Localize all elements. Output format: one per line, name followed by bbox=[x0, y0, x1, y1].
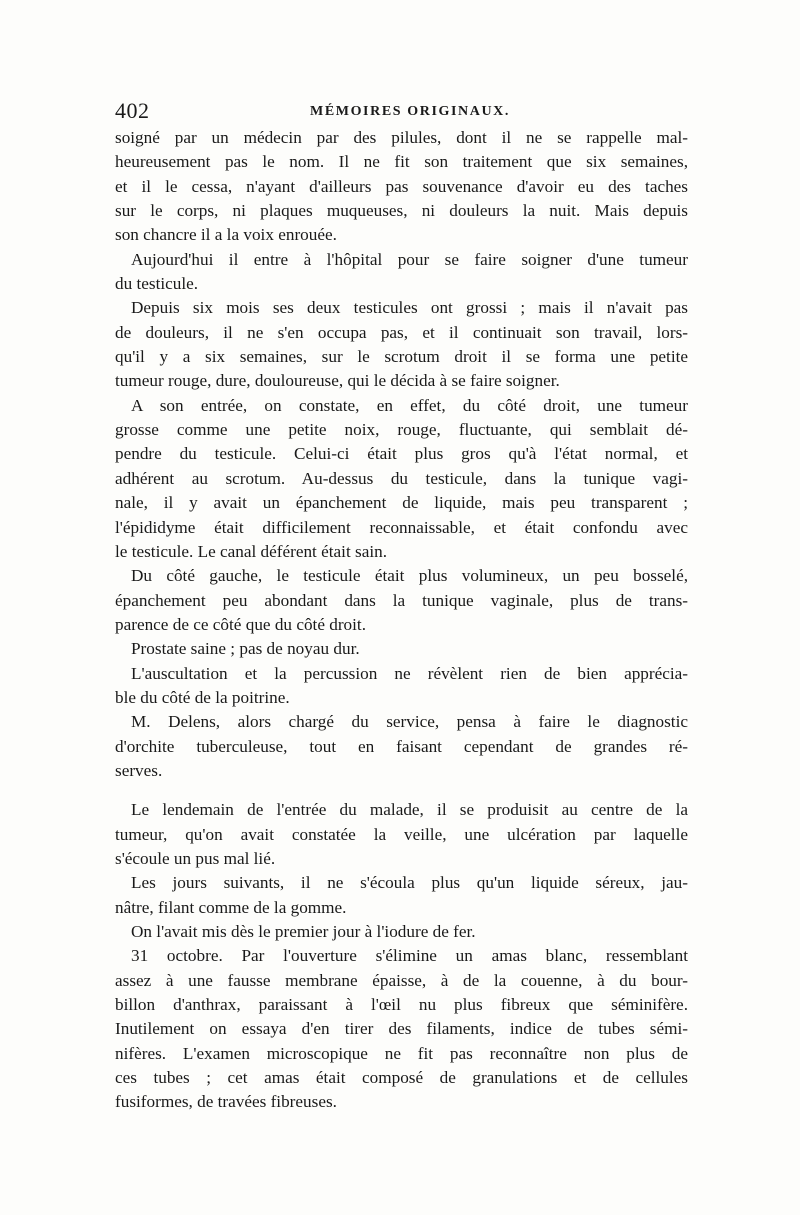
body-text bbox=[115, 126, 688, 1115]
paragraph bbox=[115, 126, 688, 248]
text-line: Le lendemain de l'entrée du malade, il se produisit au centre de la bbox=[131, 800, 688, 820]
text-line: Aujourd'hui il entre à l'hôpital pour se faire soigner d'une tumeur bbox=[131, 249, 688, 269]
page-header bbox=[115, 98, 690, 126]
text-line: fusiformes, de travées fibreuses. bbox=[115, 1092, 337, 1112]
page-number: 402 bbox=[115, 98, 150, 123]
text-line: d'orchite tuberculeuse, tout en faisant cependant de grandes ré- bbox=[115, 736, 688, 756]
text-line: A son entrée, on constate, en effet, du côté droit, une tumeur bbox=[131, 395, 688, 415]
text-line: ces tubes ; cet amas était composé de granulations et de cellules bbox=[115, 1068, 688, 1088]
text-line: de douleurs, il ne s'en occupa pas, et il continuait son travail, lors- bbox=[115, 322, 688, 342]
text-line: Prostate saine ; pas de noyau dur. bbox=[131, 639, 360, 659]
paragraph bbox=[115, 944, 688, 1114]
paragraph bbox=[115, 248, 688, 297]
text-line: Du côté gauche, le testicule était plus volumineux, un peu bosselé, bbox=[131, 566, 688, 586]
text-line: Depuis six mois ses deux testicules ont grossi ; mais il n'avait pas bbox=[131, 298, 688, 318]
paragraph bbox=[115, 920, 688, 944]
text-line: On l'avait mis dès le premier jour à l'iodure de fer. bbox=[131, 922, 476, 941]
text-line: soigné par un médecin par des pilules, dont il ne se rappelle mal- bbox=[115, 128, 688, 147]
paragraph bbox=[115, 871, 688, 920]
paragraph bbox=[115, 662, 688, 711]
text-line: Inutilement on essaya d'en tirer des filaments, indice de tubes sémi- bbox=[115, 1019, 688, 1039]
text-line: pendre du testicule. Celui-ci était plus gros qu'à l'état normal, et bbox=[115, 444, 688, 464]
text-line: assez à une fausse membrane épaisse, à de la couenne, à du bour- bbox=[115, 970, 688, 990]
paragraph bbox=[115, 710, 688, 783]
text-line: et il le cessa, n'ayant d'ailleurs pas souvenance d'avoir eu des taches bbox=[115, 176, 688, 196]
paragraph bbox=[115, 798, 688, 871]
text-line: qu'il y a six semaines, sur le scrotum droit il se forma une petite bbox=[115, 347, 688, 367]
text-line: l'épididyme était difficilement reconnaissable, et était confondu avec bbox=[115, 517, 688, 537]
paragraph bbox=[115, 564, 688, 637]
paragraph bbox=[115, 296, 688, 393]
text-line: 31 octobre. Par l'ouverture s'élimine un amas blanc, ressemblant bbox=[131, 946, 688, 966]
text-line: nâtre, filant comme de la gomme. bbox=[115, 897, 347, 917]
text-line: tumeur, qu'on avait constatée la veille, une ulcération par laquelle bbox=[115, 824, 688, 844]
text-line: s'écoule un pus mal lié. bbox=[115, 848, 276, 868]
text-line: le testicule. Le canal déférent était sain. bbox=[115, 541, 387, 561]
text-line: adhérent au scrotum. Au-dessus du testicule, dans la tunique vagi- bbox=[115, 468, 688, 488]
paragraph bbox=[115, 394, 688, 564]
text-line: serves. bbox=[115, 760, 163, 780]
text-line: nifères. L'examen microscopique ne fit pas reconnaître non plus de bbox=[115, 1043, 688, 1063]
text-line: Les jours suivants, il ne s'écoula plus qu'un liquide séreux, jau- bbox=[131, 873, 688, 893]
paragraph bbox=[115, 637, 688, 661]
text-line: ble du côté de la poitrine. bbox=[115, 687, 290, 707]
text-line: épanchement peu abondant dans la tunique vaginale, plus de trans- bbox=[115, 590, 688, 610]
text-line: tumeur rouge, dure, douloureuse, qui le décida à se faire soigner. bbox=[115, 371, 560, 391]
text-line: billon d'anthrax, paraissant à l'œil nu plus fibreux que séminifère. bbox=[115, 995, 688, 1015]
text-line: M. Delens, alors chargé du service, pensa à faire le diagnostic bbox=[131, 712, 688, 732]
text-line: sur le corps, ni plaques muqueuses, ni douleurs la nuit. Mais depuis bbox=[115, 201, 688, 221]
running-title: MÉMOIRES ORIGINAUX. bbox=[310, 104, 510, 119]
paragraph-gap bbox=[115, 783, 688, 798]
text-line: heureusement pas le nom. Il ne fit son traitement que six semaines, bbox=[115, 152, 688, 172]
text-line: parence de ce côté que du côté droit. bbox=[115, 614, 366, 634]
text-line: son chancre il a la voix enrouée. bbox=[115, 225, 337, 245]
text-line: L'auscultation et la percussion ne révèlent rien de bien apprécia- bbox=[131, 663, 688, 683]
text-line: grosse comme une petite noix, rouge, fluctuante, qui semblait dé- bbox=[115, 420, 688, 440]
text-line: du testicule. bbox=[115, 274, 199, 294]
text-line: nale, il y avait un épanchement de liquide, mais peu transparent ; bbox=[115, 493, 688, 513]
